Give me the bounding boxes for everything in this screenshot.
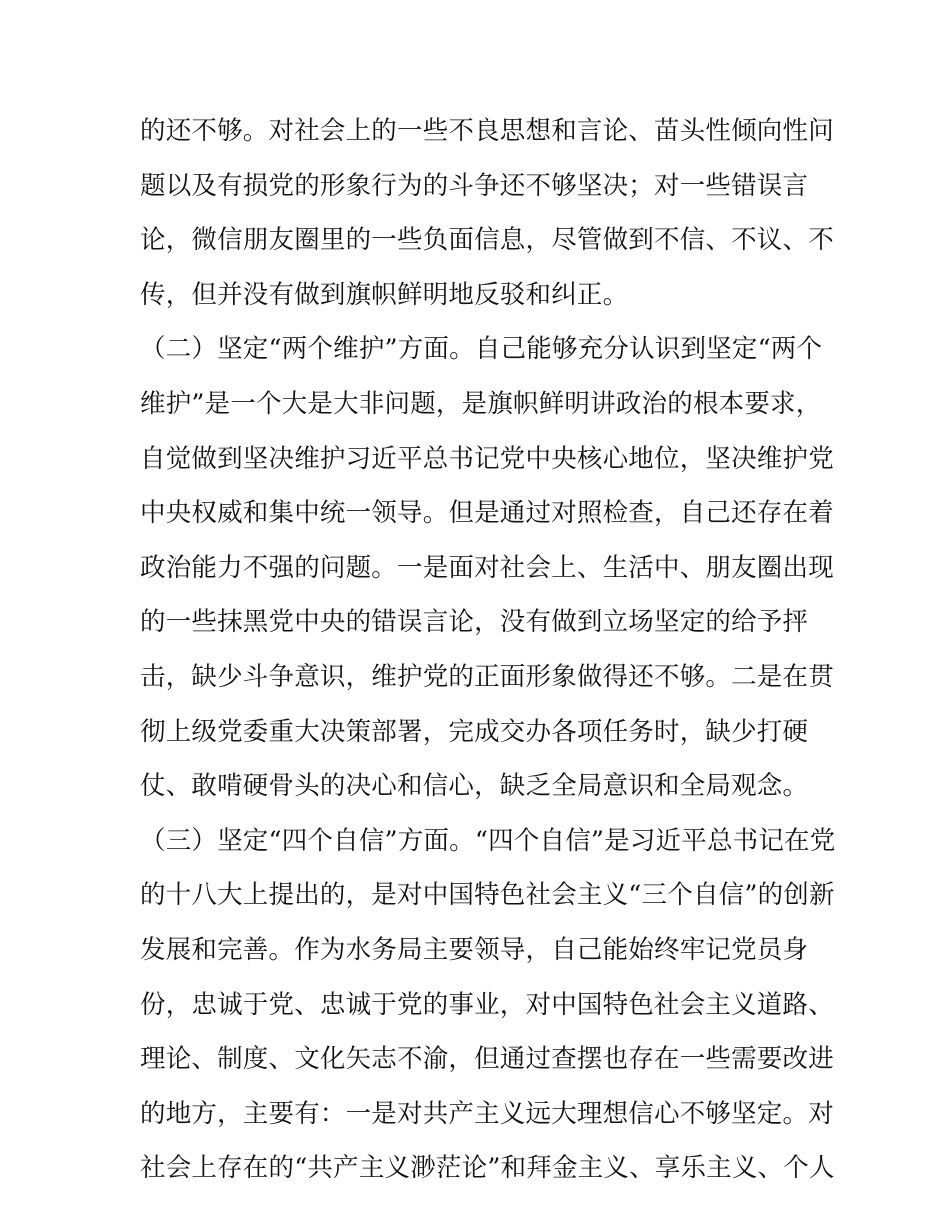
text-line: 份，忠诚于党、忠诚于党的事业，对中国特色社会主义道路、 <box>140 989 834 1020</box>
body-text <box>140 104 836 1196</box>
text-line: 题以及有损党的形象行为的斗争还不够坚决；对一些错误言 <box>140 170 809 201</box>
text-line: 传，但并没有做到旗帜鲜明地反驳和纠正。 <box>140 279 629 310</box>
text-line: 社会上存在的“共产主义渺茫论”和拜金主义、享乐主义、个人 <box>140 1153 835 1184</box>
text-line: 击，缺少斗争意识，维护党的正面形象做得还不够。二是在贯 <box>140 661 834 692</box>
section-heading-line: （三）坚定“四个自信”方面。“四个自信”是习近平总书记在党 <box>140 825 836 856</box>
text-line: 理论、制度、文化矢志不渝，但通过查摆也存在一些需要改进 <box>140 1044 834 1075</box>
text-line: 中央权威和集中统一领导。但是通过对照检查，自己还存在着 <box>140 498 834 529</box>
text-line: 仗、敢啃硬骨头的决心和信心，缺乏全局意识和全局观念。 <box>140 771 809 802</box>
text-line: 维护”是一个大是大非问题，是旗帜鲜明讲政治的根本要求， <box>140 388 822 419</box>
section-heading-line: （二）坚定“两个维护”方面。自己能够充分认识到坚定“两个 <box>140 334 823 365</box>
text-line: 自觉做到坚决维护习近平总书记党中央核心地位，坚决维护党 <box>140 443 834 474</box>
text-line: 的还不够。对社会上的一些不良思想和言论、苗头性倾向性问 <box>140 116 834 146</box>
text-line: 政治能力不强的问题。一是面对社会上、生活中、朋友圈出现 <box>140 552 834 583</box>
text-line: 的地方，主要有：一是对共产主义远大理想信心不够坚定。对 <box>140 1098 834 1129</box>
text-line: 的十八大上提出的，是对中国特色社会主义“三个自信”的创新 <box>140 880 835 911</box>
text-line: 论，微信朋友圈里的一些负面信息，尽管做到不信、不议、不 <box>140 225 834 256</box>
text-line: 彻上级党委重大决策部署，完成交办各项任务时，缺少打硬 <box>140 716 809 747</box>
text-line: 的一些抹黑党中央的错误言论，没有做到立场坚定的给予抨 <box>140 607 809 638</box>
text-line: 发展和完善。作为水务局主要领导，自己能始终牢记党员身 <box>140 934 809 965</box>
